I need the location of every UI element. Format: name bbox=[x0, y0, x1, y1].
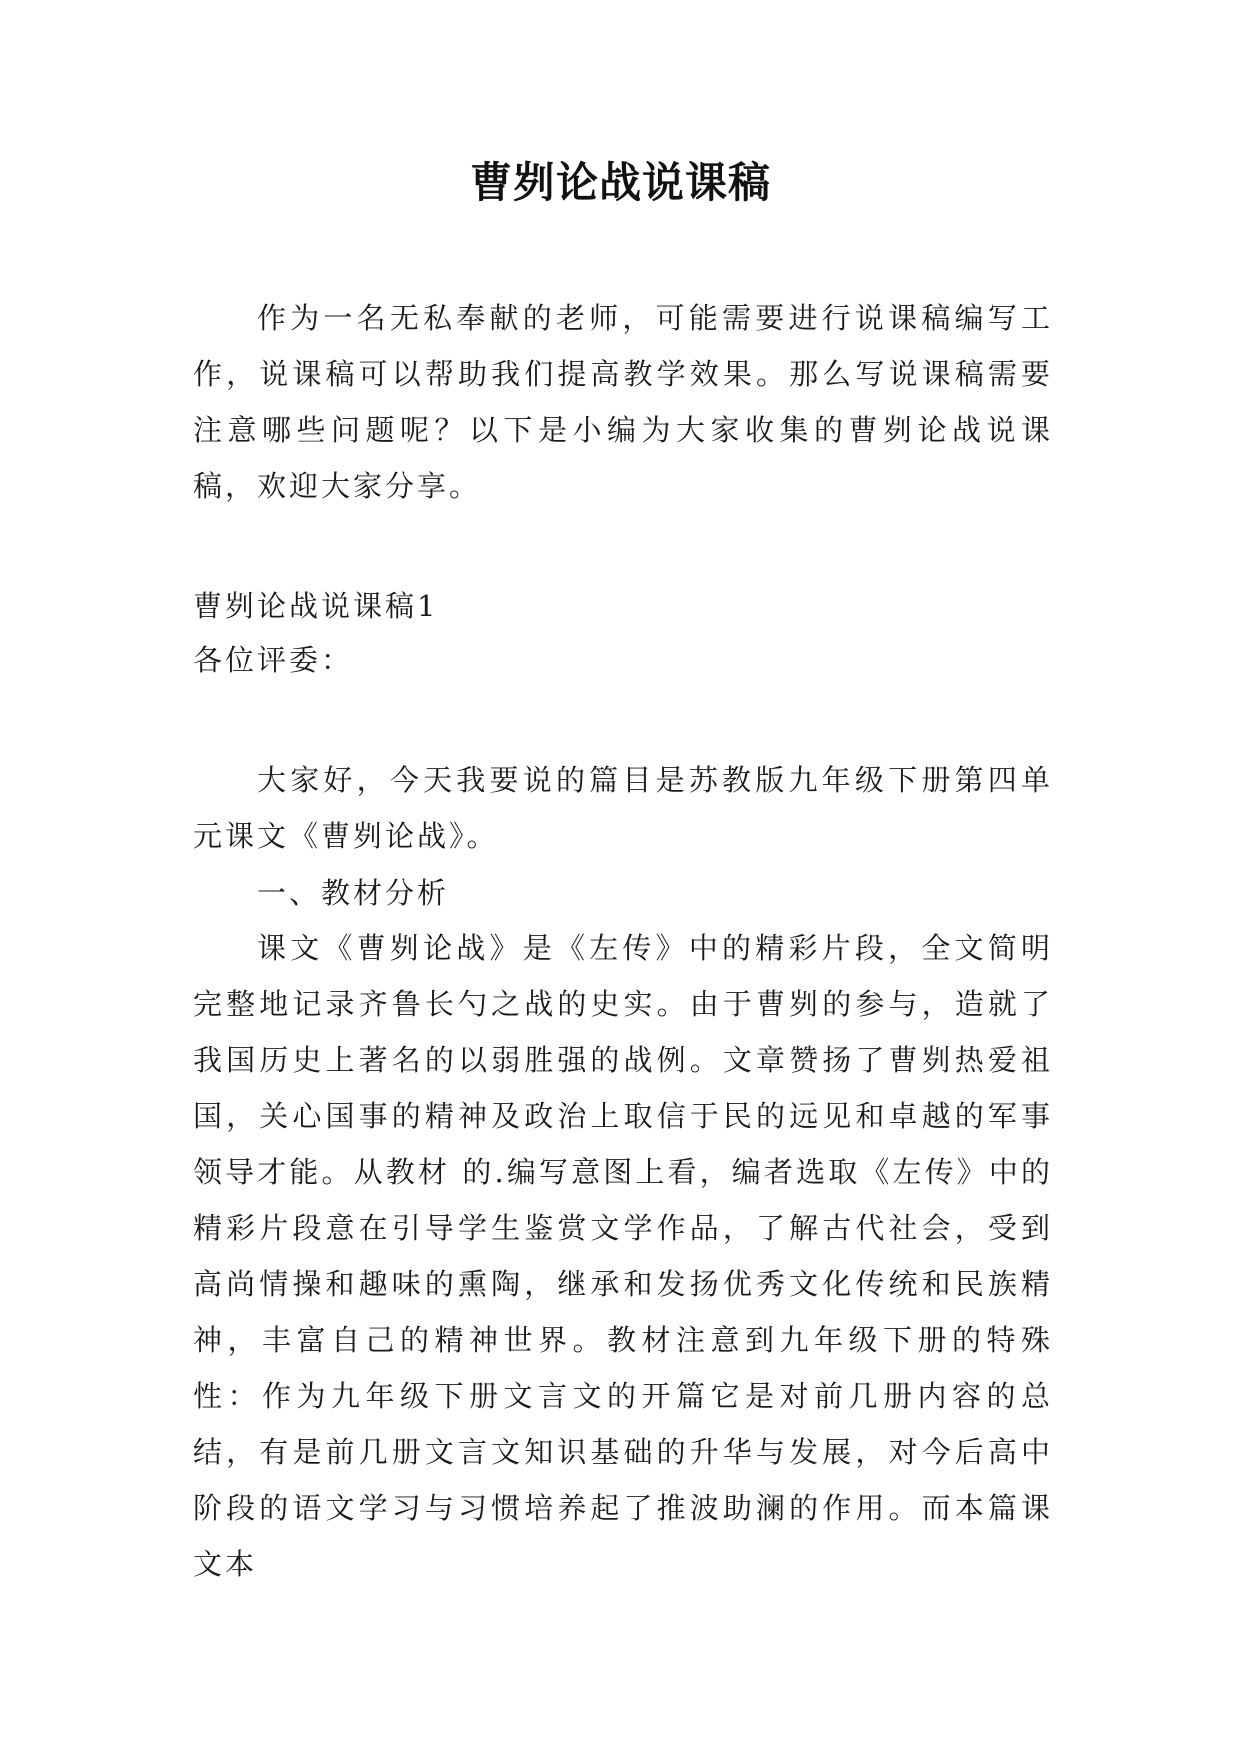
document-title: 曹刿论战说课稿 bbox=[469, 158, 771, 207]
greeting-paragraph: 大家好，今天我要说的篇目是苏教版九年级下册第四单元课文《曹刿论战》。 bbox=[193, 763, 1053, 853]
analysis-paragraph: 课文《曹刿论战》是《左传》中的精彩片段，全文简明完整地记录齐鲁长勺之战的史实。由于曹刿的参与，造就了我国历史上著名的以弱胜强的战例。文章赞扬了曹刿热爱祖国，关心国事的精神及政治上取信于民的远见和卓越的军事领导才能。从教材 的.编写意图上看，编者选取《左传》中的精彩片段意在引导学生鉴赏文学作品，了解古代社会，受到高尚情操和趣味的熏陶，继承和发扬优秀文化传统和民族精神，丰富自己的精神世界。教材注意到九年级下册的特殊性：作为九年级下册文言文的开篇它是对前几册内容的总结，有是前几册文言文知识基础的升华与发展，对今后高中阶段的语文学习与习惯培养起了推波助澜的作用。而本篇课文本 bbox=[193, 931, 1053, 1581]
intro-paragraph: 作为一名无私奉献的老师，可能需要进行说课稿编写工作，说课稿可以帮助我们提高教学效果。那么写说课稿需要注意哪些问题呢？以下是小编为大家收集的曹刿论战说课稿，欢迎大家分享。 bbox=[193, 301, 1053, 503]
salutation: 各位评委： bbox=[193, 643, 354, 677]
section-heading: 一、教材分析 bbox=[257, 876, 450, 910]
section-title: 曹刿论战说课稿1 bbox=[193, 589, 439, 623]
